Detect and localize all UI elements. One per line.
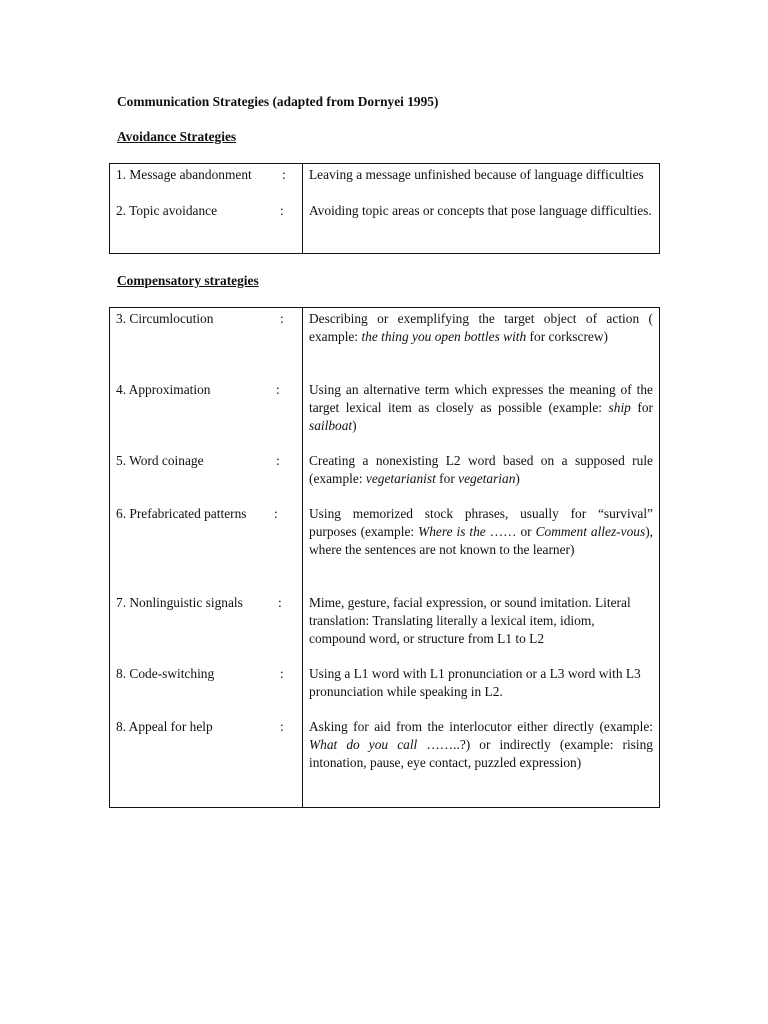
avoidance-strategies-table (109, 163, 660, 254)
desc-text: Creating a nonexisting L2 word based on a supposed rule (example: (309, 453, 653, 486)
desc-text: Using memorized stock phrases, usually for “survival” purposes (example: (309, 506, 653, 539)
desc-example: vegetarian (458, 471, 516, 486)
strategy-description (309, 310, 653, 346)
desc-example: ship (608, 400, 631, 415)
strategy-term: 3. Circumlocution (116, 311, 214, 326)
desc-text: Leaving a message unfinished because of language difficulties (309, 167, 644, 182)
section-heading-avoidance: Avoidance Strategies (117, 129, 237, 144)
strategy-description (309, 452, 653, 488)
desc-example: Where is the (418, 524, 486, 539)
desc-example: vegetarianist (365, 471, 436, 486)
desc-text: ) (515, 471, 520, 486)
strategy-term: 4. Approximation (116, 382, 211, 397)
strategy-term: 2. Topic avoidance (116, 203, 218, 218)
desc-text: for corkscrew) (526, 329, 608, 344)
desc-example: the thing you open bottles with (361, 329, 527, 344)
section-heading-compensatory: Compensatory strategies (117, 273, 259, 288)
desc-text: Describing or exemplifying the target object of action ( example: (309, 311, 653, 344)
term-colon: : (276, 453, 280, 468)
column-divider (302, 308, 303, 807)
desc-text: Using an alternative term which expresses the meaning of the target lexical item as closely as possible (example: (309, 382, 653, 415)
term-colon: : (280, 203, 284, 218)
term-colon: : (278, 595, 282, 610)
desc-text: Mime, gesture, facial expression, or sound imitation. Literal translation: Translating literally a lexical item, idiom, compound word, or structure from L1 to L2 (309, 595, 631, 646)
term-colon: : (276, 382, 280, 397)
term-colon: : (280, 311, 284, 326)
desc-text: Asking for aid from the interlocutor either directly (example: (309, 719, 653, 734)
desc-text: ), where the sentences are not known to the learner) (309, 524, 653, 557)
term-colon: : (282, 167, 286, 182)
strategy-term: 8. Code-switching (116, 666, 215, 681)
desc-example: sailboat (309, 418, 353, 433)
document-title: Communication Strategies (adapted from Dornyei 1995) (117, 94, 439, 109)
strategy-description (309, 718, 653, 772)
strategy-term: 5. Word coinage (116, 453, 204, 468)
desc-text: Avoiding topic areas or concepts that pose language difficulties. (309, 203, 652, 218)
strategy-term: 1. Message abandonment (116, 167, 252, 182)
strategy-description (309, 166, 653, 184)
desc-text: …… or (485, 524, 536, 539)
desc-text: ) (352, 418, 357, 433)
strategy-description (309, 202, 653, 220)
term-colon: : (280, 719, 284, 734)
compensatory-strategies-table (109, 307, 660, 808)
strategy-description (309, 381, 653, 435)
strategy-description (309, 505, 653, 559)
strategy-term: 7. Nonlinguistic signals (116, 595, 243, 610)
strategy-term: 6. Prefabricated patterns (116, 506, 247, 521)
desc-example: What do you call (309, 737, 418, 752)
desc-text: for (630, 400, 653, 415)
strategy-description (309, 665, 653, 701)
term-colon: : (274, 506, 278, 521)
desc-text: Using a L1 word with L1 pronunciation or a L3 word with L3 pronunciation while speaking in L2. (309, 666, 641, 699)
column-divider (302, 164, 303, 253)
desc-text: for (435, 471, 459, 486)
strategy-description (309, 594, 653, 648)
term-colon: : (280, 666, 284, 681)
strategy-term: 8. Appeal for help (116, 719, 213, 734)
desc-text: ……..?) or indirectly (example: rising intonation, pause, eye contact, puzzled expression) (309, 737, 653, 770)
desc-example: Comment allez-vous (535, 524, 646, 539)
